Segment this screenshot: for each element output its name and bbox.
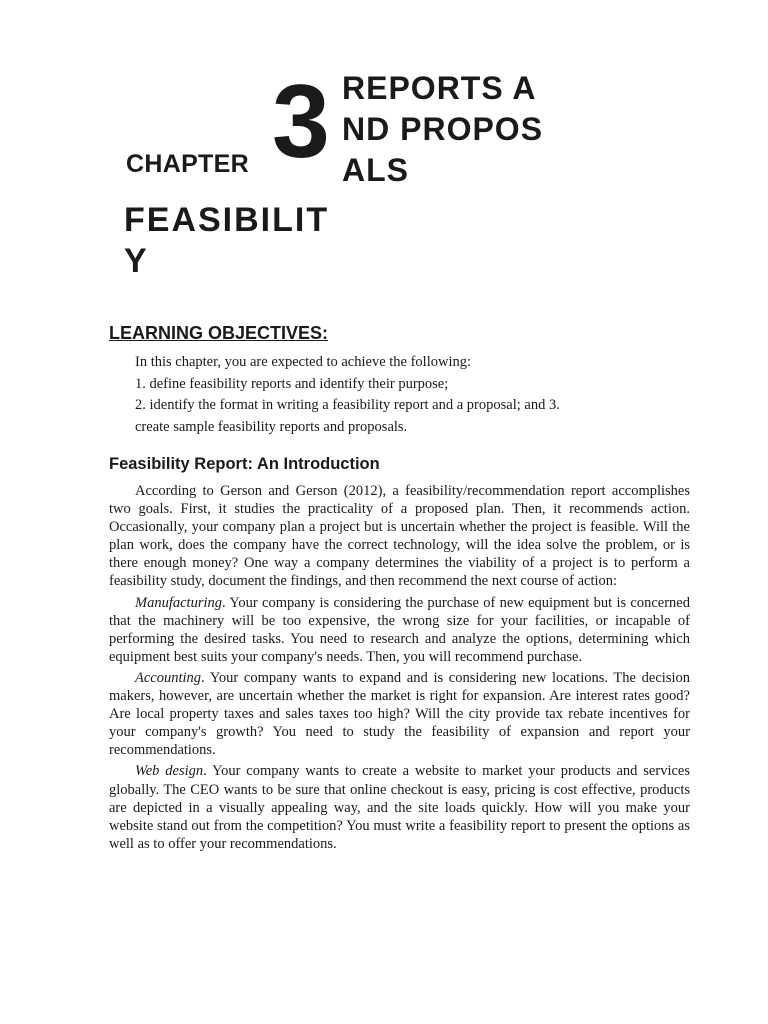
chapter-title-left: FEASIBILITY bbox=[124, 201, 330, 280]
learning-objectives-intro: In this chapter, you are expected to achieve the following: bbox=[135, 354, 472, 370]
learning-objective-item: 1. define feasibility reports and identify their purpose; bbox=[135, 375, 449, 392]
learning-objective-item: 2. identify the format in writing a feasibility report and a proposal; and 3. bbox=[135, 397, 560, 413]
section-heading: Feasibility Report: An Introduction bbox=[109, 455, 380, 473]
chapter-number: 3 bbox=[272, 64, 328, 180]
paragraph bbox=[109, 669, 690, 759]
paragraph bbox=[109, 594, 690, 666]
section-body bbox=[109, 482, 690, 856]
chapter-title-right: REPORTS AND PROPOSALS bbox=[342, 70, 544, 188]
chapter-label: CHAPTER bbox=[126, 150, 249, 178]
paragraph bbox=[109, 482, 690, 591]
paragraph bbox=[109, 762, 690, 852]
learning-objectives-list bbox=[135, 352, 695, 438]
paragraph-lead: Manufacturing bbox=[135, 594, 222, 611]
learning-objectives-heading: LEARNING OBJECTIVES: bbox=[109, 323, 329, 343]
paragraph-text: . Your company is considering the purchase of new equipment but is concerned that the machinery will be too expensive, the wrong size for your facilities, or incapable of performing the desired tasks. You need to research and analyze the options, determining which equipment best suits your company's needs. Then, you will recommend purchase. bbox=[109, 594, 690, 665]
paragraph-text: . Your company wants to expand and is considering new locations. The decision makers, however, are uncertain whether the market is right for expansion. Are interest rates good? Are local property taxes and sales taxes too high? Will the city provide tax rebate incentives for your company's growth? You need to study the feasibility of expansion and report your recommendations. bbox=[109, 669, 690, 759]
paragraph-lead: Web design bbox=[135, 763, 204, 780]
paragraph-lead: Accounting bbox=[135, 669, 202, 686]
paragraph-text: According to Gerson and Gerson (2012), a feasibility/recommendation report accomplishes two goals. First, it studies the practicality of a proposed plan. Then, it recommends action. Occasionally, your company plan a project but is uncertain whether the project is feasible. Will the plan work, does the company have the correct technology, will the idea solve the problem, or is there enough money? One way a company determines the viability of a project is to perform a feasibility study, document the findings, and then recommend the next course of action: bbox=[109, 483, 690, 590]
learning-objective-item: create sample feasibility reports and proposals. bbox=[135, 418, 408, 435]
paragraph-text: . Your company wants to create a website to market your products and services globally. The CEO wants to be sure that online checkout is easy, pricing is cost effective, products are depicted in a visually appealing way, and the site loads quickly. How will you make your website stand out from the competition? You must write a feasibility report to present the options as well as to offer your recommendations. bbox=[109, 763, 690, 852]
